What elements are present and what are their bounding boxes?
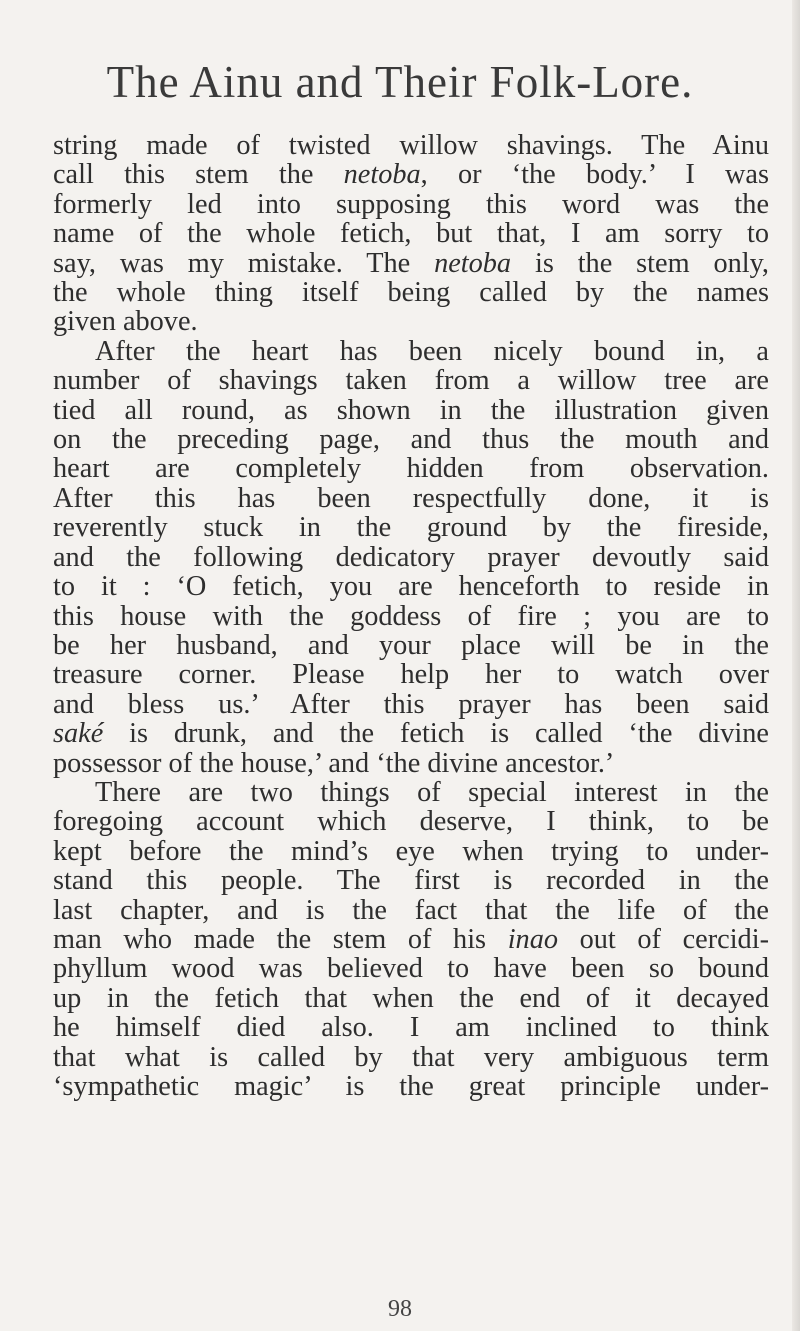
text-line: last chapter, and is the fact that the life of the xyxy=(53,894,769,926)
text-line: on the preceding page, and thus the mouth and xyxy=(53,424,769,456)
text-line: heart are completely hidden from observation. xyxy=(53,453,769,485)
text-line: string made of twisted willow shavings. The Ainu xyxy=(53,130,769,161)
page-number: 98 xyxy=(388,1296,412,1322)
text-line: he himself died also. I am inclined to think xyxy=(53,1012,769,1044)
text-line: ‘sympathetic magic’ is the great principle under- xyxy=(53,1071,769,1102)
text-line: kept before the mind’s eye when trying to under- xyxy=(53,835,769,867)
text-line: After the heart has been nicely bound in, a xyxy=(95,335,769,367)
text-line: stand this people. The first is recorded in the xyxy=(53,865,769,897)
text-line: up in the fetich that when the end of it decayed xyxy=(53,982,769,1014)
text-line: be her husband, and your place will be in the xyxy=(53,629,769,661)
text-line: phyllum wood was believed to have been so bound xyxy=(53,953,769,985)
running-title: The Ainu and Their Folk-Lore. xyxy=(106,57,694,107)
text-line: say, was my mistake. The netoba is the stem only, xyxy=(53,247,770,279)
text-line: There are two things of special interest in the xyxy=(95,776,769,808)
text-line: man who made the stem of his inao out of cercidi- xyxy=(53,923,769,955)
text-line: to it : ‘O fetich, you are henceforth to reside in xyxy=(53,571,769,603)
text-line: the whole thing itself being called by the names xyxy=(53,277,769,309)
text-line: reverently stuck in the ground by the fireside, xyxy=(53,512,769,544)
text-line: number of shavings taken from a willow tree are xyxy=(53,365,769,397)
text-line: saké is drunk, and the fetich is called ‘the divine xyxy=(53,718,769,750)
text-line: this house with the goddess of fire ; you are to xyxy=(53,600,769,632)
text-line: possessor of the house,’ and ‘the divine ancestor.’ xyxy=(53,747,615,779)
text-line: and bless us.’ After this prayer has been said xyxy=(53,688,769,720)
text-line: After this has been respectfully done, it is xyxy=(53,482,769,514)
text-line: name of the whole fetich, but that, I am sorry to xyxy=(53,218,769,250)
text-line: formerly led into supposing this word was the xyxy=(53,188,769,220)
text-line: treasure corner. Please help her to watch over xyxy=(53,659,769,691)
text-line: that what is called by that very ambiguous term xyxy=(53,1041,769,1073)
text-line: and the following dedicatory prayer devoutly said xyxy=(53,541,769,573)
body-text xyxy=(53,131,769,1101)
text-line: foregoing account which deserve, I think, to be xyxy=(53,806,769,838)
text-line: tied all round, as shown in the illustration given xyxy=(53,394,769,426)
page-edge-shadow xyxy=(792,0,800,1331)
text-line: call this stem the netoba, or ‘the body.’ I was xyxy=(53,159,769,191)
text-line: given above. xyxy=(53,306,198,338)
